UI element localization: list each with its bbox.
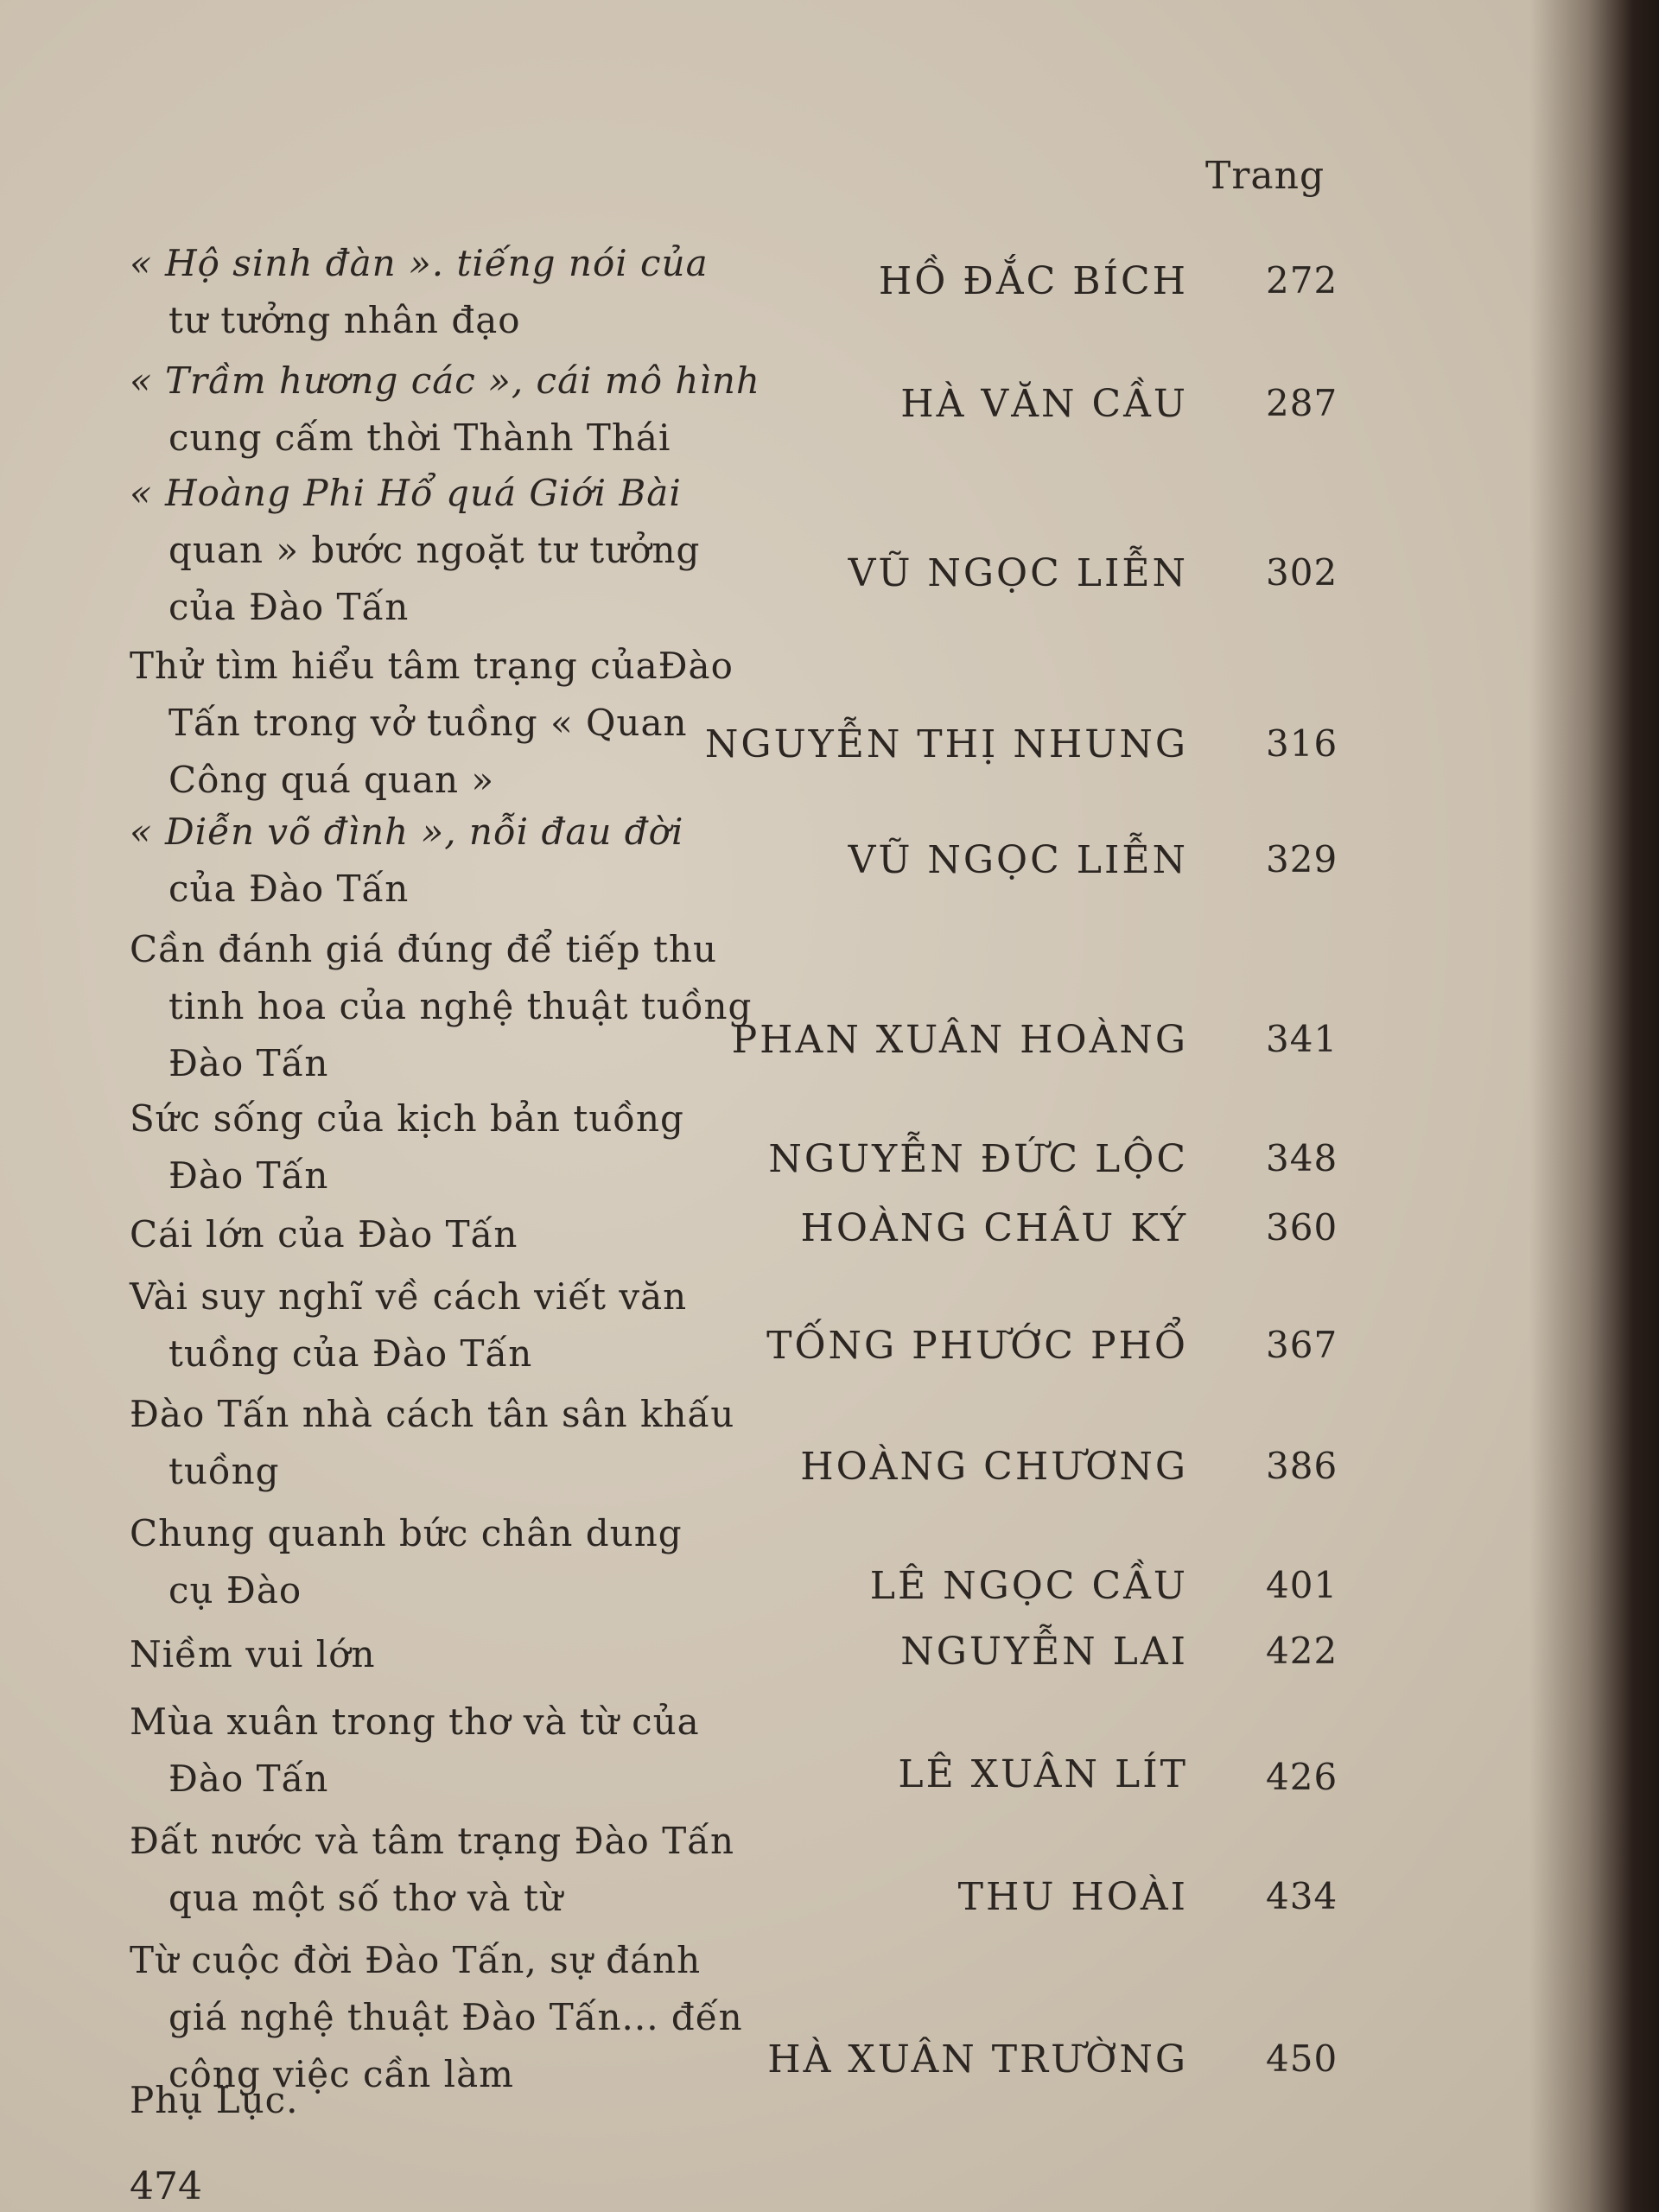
entry-title-line: Cái lớn của Đào Tấn xyxy=(130,1213,518,1255)
entry-title-line: qua một số thơ và từ xyxy=(168,1877,563,1919)
entry-author: HỒ ĐẮC BÍCH xyxy=(878,259,1188,303)
entry-title xyxy=(130,1626,760,1683)
entry-title-line: cụ Đào xyxy=(168,1569,302,1611)
entry-page-number: 341 xyxy=(1266,1018,1338,1060)
entry-title xyxy=(130,465,760,636)
entry-author: HÀ XUÂN TRƯỜNG xyxy=(767,2037,1188,2082)
entry-page-number: 386 xyxy=(1266,1445,1338,1487)
book-spine-shadow xyxy=(1529,0,1659,2212)
entry-title xyxy=(130,1090,760,1205)
entry-page-number: 401 xyxy=(1266,1564,1338,1606)
entry-title xyxy=(130,1813,760,1927)
entry-title-line: Từ cuộc đời Đào Tấn, sự đánh xyxy=(130,1939,702,1981)
entry-author: HOÀNG CHƯƠNG xyxy=(800,1445,1188,1489)
entry-title xyxy=(130,1268,760,1382)
entry-title-line: Công quá quan » xyxy=(168,759,495,801)
entry-title-line: Đất nước và tâm trạng Đào Tấn xyxy=(130,1820,734,1862)
entry-author: LÊ XUÂN LÍT xyxy=(898,1752,1188,1796)
entry-title-line: tuồng xyxy=(168,1450,280,1492)
entry-title xyxy=(130,1694,760,1808)
entry-author: NGUYỄN LAI xyxy=(900,1630,1188,1674)
entry-title xyxy=(130,804,760,918)
entry-title-line: Đào Tấn xyxy=(168,1154,329,1197)
entry-title-line: tuồng của Đào Tấn xyxy=(168,1332,533,1375)
entry-title-line: Vài suy nghĩ về cách viết văn xyxy=(130,1275,688,1318)
entry-author: VŨ NGỌC LIỄN xyxy=(848,838,1188,882)
entry-page-number: 367 xyxy=(1266,1324,1338,1366)
entry-title xyxy=(130,1386,760,1500)
entry-title xyxy=(130,353,760,467)
entry-page-number: 348 xyxy=(1266,1137,1338,1179)
entry-page-number: 422 xyxy=(1266,1630,1338,1672)
entry-title xyxy=(130,921,760,1092)
entry-title-line: Mùa xuân trong thơ và từ của xyxy=(130,1700,700,1743)
entry-title-line: Đào Tấn nhà cách tân sân khấu xyxy=(130,1393,735,1435)
entry-author: NGUYỄN THỊ NHUNG xyxy=(704,722,1188,766)
entry-title xyxy=(130,638,760,809)
entry-author: NGUYỄN ĐỨC LỘC xyxy=(768,1137,1188,1181)
entry-author: LÊ NGỌC CẦU xyxy=(869,1564,1188,1608)
entry-title xyxy=(130,2072,760,2129)
page-column-header: Trang xyxy=(1205,154,1325,198)
entry-page-number: 302 xyxy=(1266,551,1338,594)
entry-page-number: 329 xyxy=(1266,838,1338,880)
entry-title-line: Thử tìm hiểu tâm trạng củaĐào xyxy=(130,645,734,687)
entry-page-number: 272 xyxy=(1266,259,1338,302)
entry-title-line: « Hộ sinh đàn ». tiếng nói của xyxy=(130,242,709,284)
entry-title xyxy=(130,1206,760,1263)
entry-title-line: công việc cần làm xyxy=(168,2053,514,2095)
entry-title-line: quan » bước ngoặt tư tưởng xyxy=(168,529,701,571)
entry-title-line: Niềm vui lớn xyxy=(130,1633,376,1675)
entry-author: HÀ VĂN CẦU xyxy=(900,382,1188,426)
entry-title-line: « Diễn võ đình », nỗi đau đời xyxy=(130,810,684,853)
entry-author: HOÀNG CHÂU KÝ xyxy=(800,1206,1188,1250)
entry-title-line: cung cấm thời Thành Thái xyxy=(168,416,671,459)
entry-title-line: của Đào Tấn xyxy=(168,586,410,628)
entry-page-number: 287 xyxy=(1266,382,1338,424)
entry-page-number: 360 xyxy=(1266,1206,1338,1249)
entry-title-line: Tấn trong vở tuồng « Quan xyxy=(168,702,688,744)
entry-author: PHAN XUÂN HOÀNG xyxy=(731,1018,1188,1062)
entry-title-line: Sức sống của kịch bản tuồng xyxy=(130,1097,684,1140)
entry-title xyxy=(130,1505,760,1619)
entry-title-line: giá nghệ thuật Đào Tấn... đến xyxy=(168,1996,743,2038)
entry-title-line: « Hoàng Phi Hổ quá Giới Bài xyxy=(130,472,682,514)
entry-title-line: Phụ Lục. xyxy=(130,2079,299,2121)
entry-page-number: 316 xyxy=(1266,722,1338,765)
entry-title-line: Đào Tấn xyxy=(168,1758,329,1800)
entry-author: VŨ NGỌC LIỄN xyxy=(848,551,1188,595)
entry-title-line: của Đào Tấn xyxy=(168,868,410,910)
entry-title-line: tinh hoa của nghệ thuật tuồng xyxy=(168,985,753,1027)
entry-page-number: 426 xyxy=(1266,1756,1338,1798)
entry-page-number: 434 xyxy=(1266,1875,1338,1917)
entry-title-line: Chung quanh bức chân dung xyxy=(130,1512,683,1554)
entry-title-line: tư tưởng nhân đạo xyxy=(168,299,521,341)
entry-author: THU HOÀI xyxy=(957,1875,1188,1919)
entry-title xyxy=(130,235,760,349)
page-number: 474 xyxy=(130,2164,202,2209)
entry-author: TỐNG PHƯỚC PHỔ xyxy=(766,1324,1188,1368)
entry-title-line: « Trầm hương các », cái mô hình xyxy=(130,359,760,402)
entry-title-line: Đào Tấn xyxy=(168,1042,329,1084)
entry-page-number: 450 xyxy=(1266,2037,1338,2080)
entry-title-line: Cần đánh giá đúng để tiếp thu xyxy=(130,928,718,970)
